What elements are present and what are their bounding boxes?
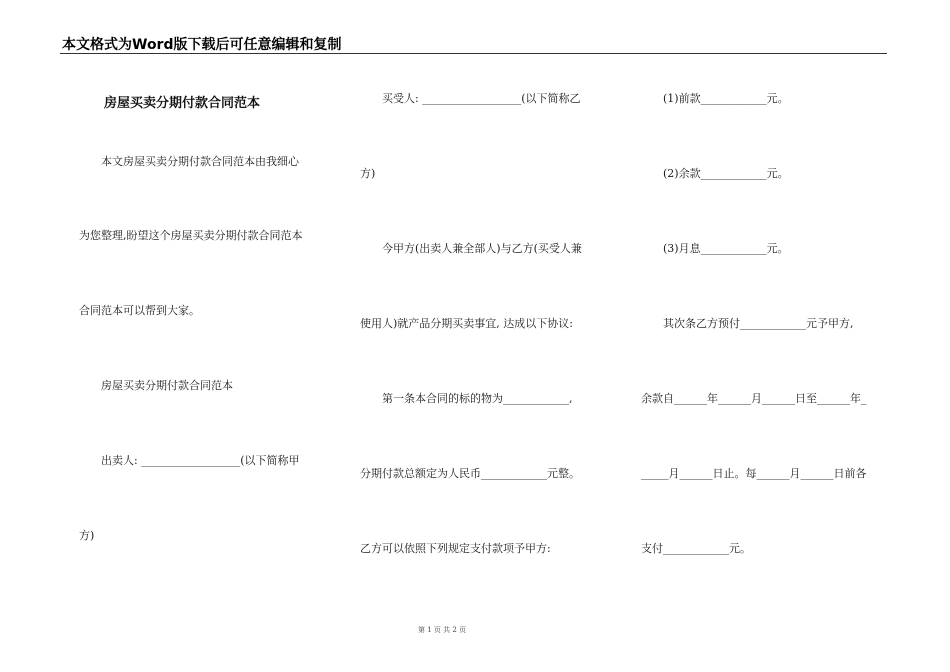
body-line: 余款自______年______月______日至______年_ [641, 392, 867, 405]
body-line: 本文房屋买卖分期付款合同范本由我细心 [101, 155, 299, 168]
body-line: 乙方可以依照下列规定支付款项予甲方: [360, 542, 551, 555]
page-number: 第 1 页 共 2 页 [417, 626, 467, 634]
document-header: 本文格式为Word版下载后可任意编辑和复制 [62, 37, 342, 53]
header-rule [60, 53, 887, 54]
body-line: 为您整理,盼望这个房屋买卖分期付款合同范本 [79, 229, 303, 242]
body-line: 房屋买卖分期付款合同范本 [101, 379, 233, 392]
document-title: 房屋买卖分期付款合同范本 [104, 96, 261, 111]
body-line: 合同范本可以帮到大家。 [79, 304, 200, 317]
body-line: (3)月息____________元。 [663, 242, 789, 255]
body-line: 出卖人: __________________(以下简称甲 [101, 454, 300, 467]
body-line: 方) [360, 167, 376, 180]
body-line: 分期付款总额定为人民币____________元整。 [360, 467, 580, 480]
body-line: (1)前款____________元。 [663, 92, 789, 105]
body-line: (2)余款____________元。 [663, 167, 789, 180]
body-line: 第一条本合同的标的物为____________, [382, 392, 573, 405]
body-line: 使用人)就产品分期买卖事宜, 达成以下协议: [360, 317, 573, 330]
body-line: 买受人: __________________(以下简称乙 [382, 92, 581, 105]
body-line: 支付____________元。 [641, 542, 751, 555]
body-line: 其次条乙方预付____________元予甲方, [663, 317, 854, 330]
body-line: 今甲方(出卖人兼全部人)与乙方(买受人兼 [382, 242, 582, 255]
body-line: 方) [79, 529, 95, 542]
body-line: _____月______日止。每______月______日前各 [641, 467, 867, 480]
